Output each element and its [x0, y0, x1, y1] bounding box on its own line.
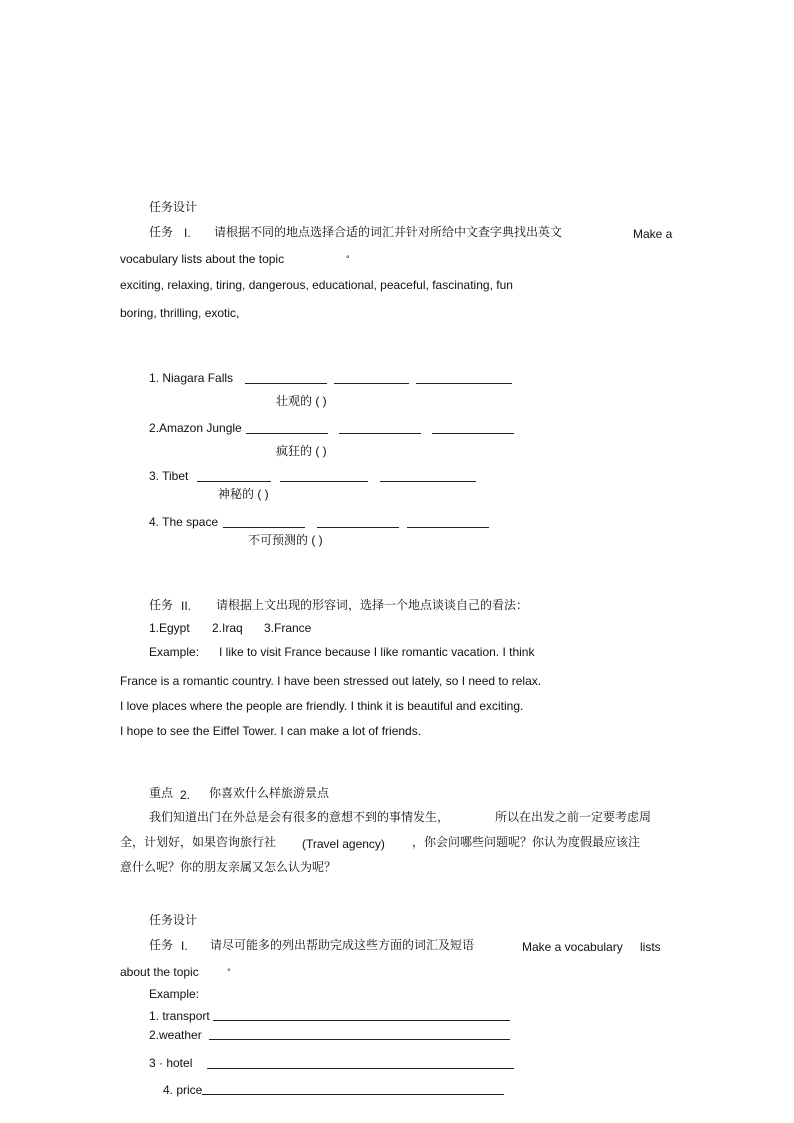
focus-paragraph: 我们知道出门在外总是会有很多的意想不到的事情发生， — [149, 810, 450, 824]
word-list-line-2: boring, thrilling, exotic, — [120, 306, 240, 320]
answer-blank[interactable] — [245, 383, 327, 384]
section-heading: 任务设计 — [149, 200, 198, 214]
hint-cn: 壮观的 ( ) — [276, 394, 327, 408]
task-number: I. — [181, 939, 188, 953]
task-label: 任务 — [149, 225, 174, 239]
answer-blank[interactable] — [197, 481, 271, 482]
focus-paragraph: ，你会问哪些问题呢？你认为度假最应该注 — [412, 835, 641, 849]
answer-blank[interactable] — [223, 527, 305, 528]
answer-blank[interactable] — [246, 433, 328, 434]
task-number: II. — [181, 599, 192, 613]
list-item-transport: 1. transport — [149, 1009, 210, 1023]
task-label: 任务 — [149, 598, 174, 612]
focus-paragraph: (Travel agency) — [302, 837, 385, 851]
task-instruction-en-cont: vocabulary lists about the topic — [120, 252, 285, 266]
answer-blank[interactable] — [416, 383, 512, 384]
focus-title: 你喜欢什么样旅游景点 — [209, 786, 330, 800]
answer-blank[interactable] — [202, 1094, 504, 1095]
task-instruction-en: lists — [640, 940, 661, 954]
focus-paragraph: 全，计划好，如果咨询旅行社 — [120, 835, 277, 849]
task-instruction-en-cont: about the topic — [120, 965, 199, 979]
focus-paragraph: 意什么呢？你的朋友亲属又怎么认为呢？ — [120, 860, 337, 874]
list-item-hotel: 3 · hotel — [149, 1056, 193, 1070]
list-item-price: 4. price — [163, 1083, 203, 1097]
option-france: 3.France — [264, 621, 312, 635]
example-line-3: I love places where the people are friendly. I think it is beautiful and exciting. — [120, 699, 524, 713]
section-heading: 任务设计 — [149, 913, 198, 927]
task-instruction: 请根据上文出现的形容词，选择一个地点谈谈自己的看法： — [216, 598, 529, 612]
hint-cn: 神秘的 ( ) — [218, 487, 269, 501]
option-egypt: 1.Egypt — [149, 621, 190, 635]
answer-blank[interactable] — [209, 1039, 510, 1040]
dot: ° — [346, 254, 350, 264]
answer-blank[interactable] — [213, 1020, 510, 1021]
example-line-4: I hope to see the Eiffel Tower. I can make a lot of friends. — [120, 724, 422, 738]
focus-label: 重点 — [149, 786, 174, 800]
answer-blank[interactable] — [407, 527, 489, 528]
place-label-tibet: 3. Tibet — [149, 469, 189, 483]
example-label: Example: — [149, 987, 200, 1001]
task-label: 任务 — [149, 938, 174, 952]
answer-blank[interactable] — [207, 1068, 514, 1069]
example-line-1: I like to visit France because I like romantic vacation. I think — [219, 645, 535, 659]
place-label-niagara: 1. Niagara Falls — [149, 371, 234, 385]
task-instruction-cn: 请尽可能多的列出帮助完成这些方面的词汇及短语 — [210, 938, 475, 952]
task-instruction-en: Make a — [633, 227, 673, 241]
list-item-weather: 2.weather — [149, 1028, 202, 1042]
example-label: Example: — [149, 645, 200, 659]
task-number: I. — [184, 226, 191, 240]
example-line-2: France is a romantic country. I have been stressed out lately, so I need to relax. — [120, 674, 542, 688]
answer-blank[interactable] — [334, 383, 409, 384]
place-label-space: 4. The space — [149, 515, 219, 529]
answer-blank[interactable] — [339, 433, 421, 434]
answer-blank[interactable] — [432, 433, 514, 434]
word-list-line-1: exciting, relaxing, tiring, dangerous, educational, peaceful, fascinating, fun — [120, 278, 513, 292]
place-label-amazon: 2.Amazon Jungle — [149, 421, 242, 435]
dot: ° — [227, 967, 231, 977]
task-instruction-en: Make a vocabulary — [522, 940, 623, 954]
hint-cn: 不可预测的 ( ) — [248, 533, 323, 547]
answer-blank[interactable] — [380, 481, 476, 482]
hint-cn: 疯狂的 ( ) — [276, 444, 327, 458]
task-instruction-cn: 请根据不同的地点选择合适的词汇并针对所给中文查字典找出英文 — [214, 225, 563, 239]
option-iraq: 2.Iraq — [212, 621, 243, 635]
focus-paragraph: 所以在出发之前一定要考虑周 — [495, 810, 652, 824]
answer-blank[interactable] — [280, 481, 368, 482]
answer-blank[interactable] — [317, 527, 399, 528]
focus-number: 2. — [180, 788, 191, 802]
